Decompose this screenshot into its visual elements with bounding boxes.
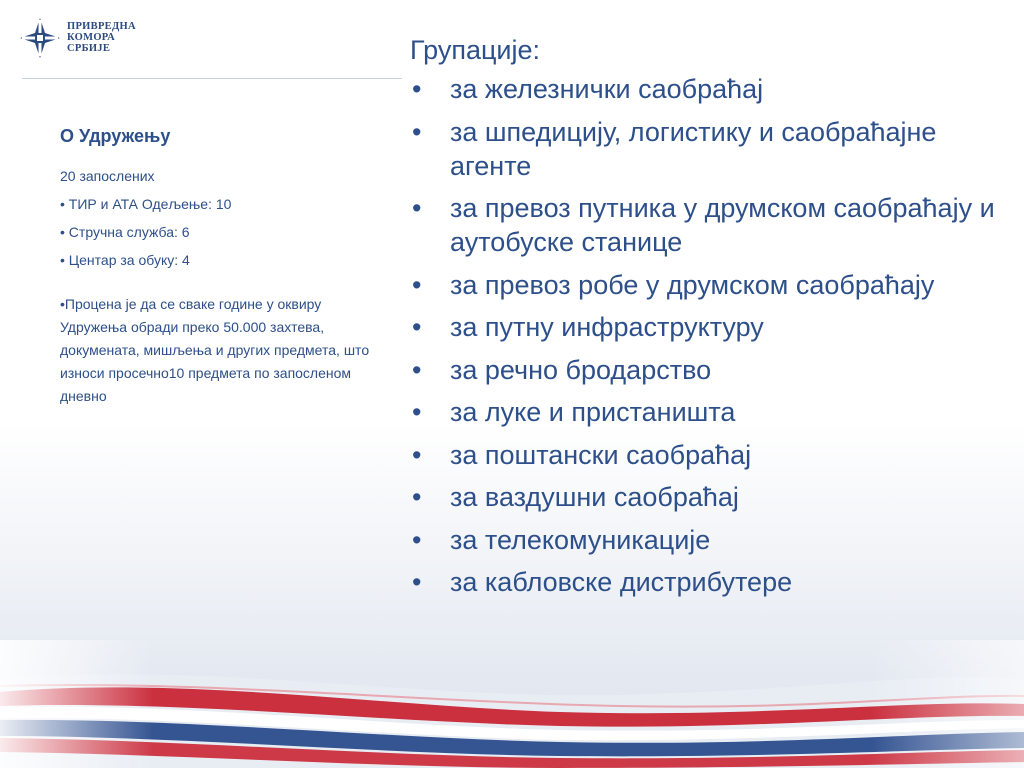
groups-list (410, 72, 1010, 599)
bullet-icon: • (412, 524, 422, 555)
list-item (410, 268, 1010, 302)
bullet-icon: • (412, 567, 422, 597)
flag-wave-decoration (0, 640, 1024, 768)
group-label: за луке и пристаништа (450, 397, 736, 427)
list-item (410, 353, 1010, 387)
logo-text-line1: ПРИВРЕДНА (67, 21, 136, 32)
list-item (410, 438, 1010, 472)
bullet-icon: • (412, 193, 422, 223)
bullet-icon: • (412, 269, 422, 300)
logo-text-line3: СРБИЈЕ (67, 43, 111, 54)
header-divider (22, 78, 402, 79)
group-label: за кабловске дистрибутере (450, 567, 793, 597)
group-label: за телекомуникације (450, 524, 711, 555)
employees-tir-ata: • ТИР и АТА Одељење: 10 (60, 196, 232, 212)
list-item (410, 72, 1010, 106)
workload-estimate-text: •Процена је да се сваке године у оквиру Удружења обради преко 50.000 захтева, докумената, мишљења и других предмета, што износи просечно10 предмета по запосленом дневно (60, 296, 370, 404)
employees-training-center: • Центар за обуку: 4 (60, 252, 190, 268)
bullet-icon: • (412, 312, 422, 342)
list-item (410, 565, 1010, 599)
bullet-icon: • (412, 354, 422, 385)
logo-text-line2: КОМОРА (67, 32, 116, 43)
group-label: за путну инфраструктуру (450, 312, 764, 342)
group-label: за поштански саобраћај (450, 439, 752, 470)
bullet-icon: • (412, 439, 422, 470)
group-label: за ваздушни саобраћај (450, 482, 739, 512)
group-label: за превоз робе у друмском саобраћају (450, 269, 935, 300)
list-item (410, 523, 1010, 557)
employees-professional-service: • Стручна служба: 6 (60, 224, 190, 240)
list-item (410, 395, 1010, 429)
employees-total: 20 запослених (60, 168, 155, 184)
chamber-logo-icon (18, 16, 62, 60)
list-item (410, 480, 1010, 514)
association-info (60, 126, 390, 408)
bullet-icon: • (412, 116, 422, 147)
list-item (410, 191, 1010, 259)
group-label: за речно бродарство (450, 354, 712, 385)
group-label: за железнички саобраћај (450, 74, 764, 104)
bullet-icon: • (412, 482, 422, 512)
chamber-logo (18, 16, 158, 66)
wave-edge-fade (0, 640, 1024, 768)
group-label: за шпедицију, логистику и саобраћајне агенте (450, 116, 937, 181)
association-title: О Удружењу (60, 126, 171, 146)
list-item (410, 115, 1010, 183)
list-item (410, 310, 1010, 344)
bullet-icon: • (412, 74, 422, 104)
group-label: за превоз путника у друмском саобраћају и аутобуске станице (450, 193, 995, 257)
groups-section (410, 32, 1010, 608)
groups-title: Групације: (410, 35, 541, 65)
bullet-icon: • (412, 397, 422, 427)
